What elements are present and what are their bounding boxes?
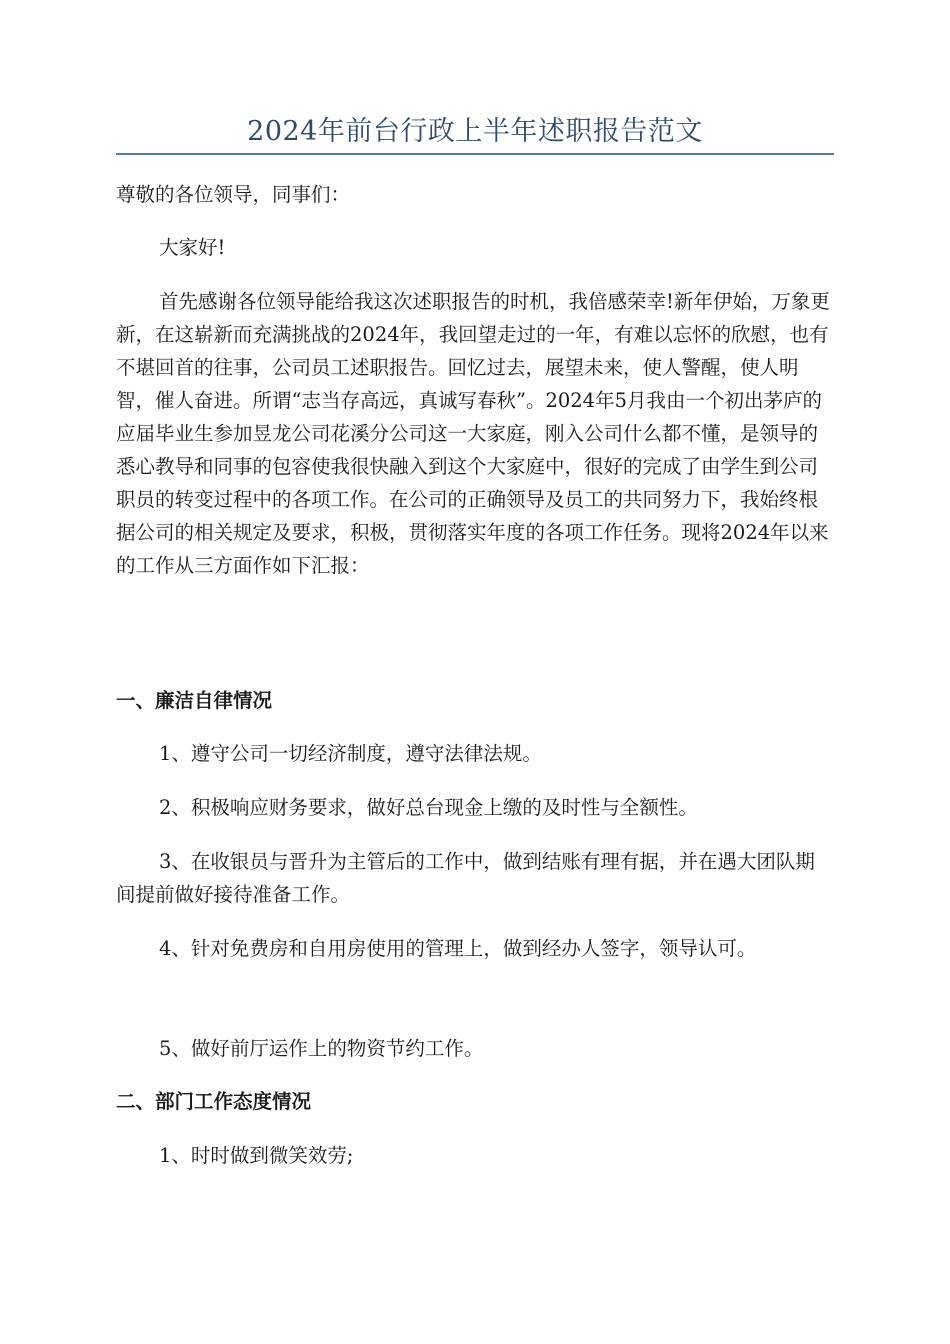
section-heading-1: 一、廉洁自律情况 xyxy=(116,689,273,712)
section-1-item-4: 4、针对免费房和自用房使用的管理上，做到经办人签字，领导认可。 xyxy=(159,937,757,960)
section-heading-2: 二、部门工作态度情况 xyxy=(116,1090,312,1113)
section-1-item-1: 1、遵守公司一切经济制度，遵守法律法规。 xyxy=(159,742,542,765)
greeting: 大家好! xyxy=(159,236,226,259)
intro-paragraph: 首先感谢各位领导能给我这次述职报告的时机，我倍感荣幸!新年伊始，万象更新，在这崭新而充满挑战的2024年，我回望走过的一年，有难以忘怀的欣慰，也有不堪回首的往事，公司员工述职报告。回忆过去，展望未来，使人警醒，使人明智，催人奋进。所谓“志当存高远，真诚写春秋”。2024年5月我由一个初出茅庐的应届毕业生参加昱龙公司花溪分公司这一大家庭，刚入公司什么都不懂，是领导的悉心教导和同事的包容使我很快融入到这个大家庭中，很好的完成了由学生到公司职员的转变过程中的各项工作。在公司的正确领导及员工的共同努力下，我始终根据公司的相关规定及要求，积极，贯彻落实年度的各项工作任务。现将2024年以来的工作从三方面作如下汇报： xyxy=(116,290,830,577)
title-underline xyxy=(116,153,834,155)
document-title: 2024年前台行政上半年述职报告范文 xyxy=(247,116,703,147)
section-1-item-2: 2、积极响应财务要求，做好总台现金上缴的及时性与全额性。 xyxy=(159,796,698,819)
section-1-item-3: 3、在收银员与晋升为主管后的工作中，做到结账有理有据，并在遇大团队期间提前做好接待准备工作。 xyxy=(116,850,815,906)
section-1-item-5: 5、做好前厅运作上的物资节约工作。 xyxy=(159,1037,484,1060)
section-2-item-1: 1、时时做到微笑效劳; xyxy=(159,1144,354,1167)
salutation: 尊敬的各位领导，同事们： xyxy=(116,183,351,206)
